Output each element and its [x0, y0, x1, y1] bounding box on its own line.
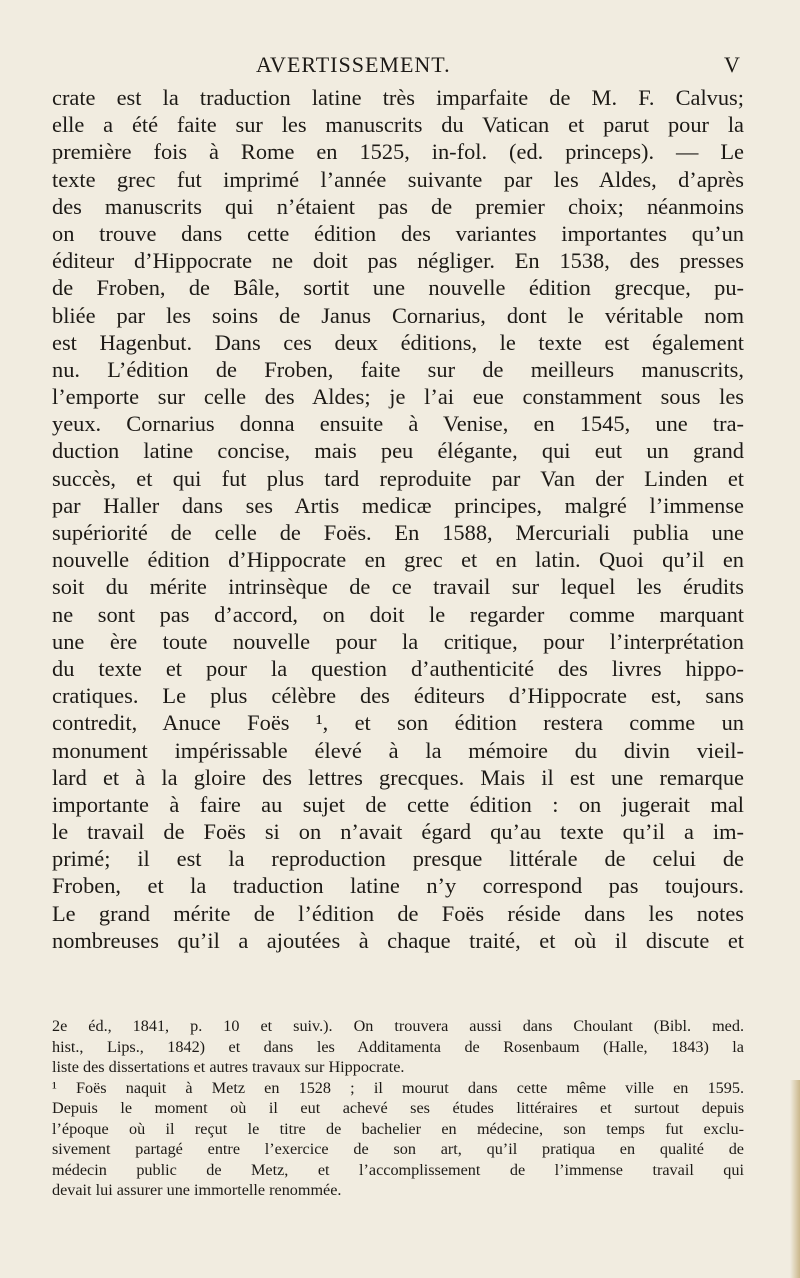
text-line: succès, et qui fut plus tard reproduite par Van der Linden et: [52, 465, 744, 491]
text-line: l’emporte sur celle des Aldes; je l’ai eue constamment sous les: [52, 384, 744, 410]
footnote-line: liste des dissertations et autres travaux sur Hippocrate.: [52, 1058, 405, 1076]
page-edge-stain: [790, 1080, 800, 1278]
footnote-line: ¹ Foës naquit à Metz en 1528 ; il mourut dans cette même ville en 1595.: [52, 1078, 744, 1097]
text-line: supériorité de celle de Foës. En 1588, Mercuriali publia une: [52, 520, 744, 545]
footnote-line: devait lui assurer une immortelle renommée.: [52, 1181, 342, 1199]
text-line: est Hagenbut. Dans ces deux éditions, le texte est également: [52, 329, 744, 355]
text-line: des manuscrits qui n’étaient pas de premier choix; néanmoins: [52, 193, 744, 219]
text-line: par Haller dans ses Artis medicæ principes, malgré l’immense: [52, 492, 744, 518]
footnotes-block: [52, 1016, 744, 1201]
text-line: ne sont pas d’accord, on doit le regarder comme marquant: [52, 601, 744, 627]
text-line: Froben, et la traduction latine n’y correspond pas toujours.: [52, 873, 744, 899]
text-line: on trouve dans cette édition des variantes importantes qu’un: [52, 220, 744, 246]
footnote-line: l’époque où il reçut le titre de bachelier en médecine, son temps fut exclu-: [52, 1119, 744, 1138]
footnote-line: médecin public de Metz, et l’accomplissement de l’immense travail qui: [52, 1160, 744, 1179]
text-line: importante à faire au sujet de cette édition : on jugerait mal: [52, 791, 744, 817]
text-line: texte grec fut imprimé l’année suivante par les Aldes, d’après: [52, 166, 744, 192]
page-header: [0, 52, 800, 82]
text-line: primé; il est la reproduction presque littérale de celui de: [52, 846, 744, 872]
footnote-line: sivement partagé entre l’exercice de son art, qu’il pratiqua en qualité de: [52, 1140, 744, 1158]
text-line: soit du mérite intrinsèque de ce travail sur lequel les érudits: [52, 574, 744, 600]
text-line: nombreuses qu’il a ajoutées à chaque traité, et où il discute et: [52, 927, 744, 953]
text-line: première fois à Rome en 1525, in-fol. (ed. princeps). — Le: [52, 139, 744, 165]
text-line: yeux. Cornarius donna ensuite à Venise, en 1545, une tra-: [52, 411, 744, 437]
text-line: le travail de Foës si on n’avait égard qu’au texte qu’il a im-: [52, 819, 744, 845]
text-line: monument impérissable élevé à la mémoire du divin vieil-: [52, 737, 744, 763]
footnote-line: Depuis le moment où il eut achevé ses études littéraires et surtout depuis: [52, 1099, 744, 1117]
running-title: AVERTISSEMENT.: [256, 52, 451, 77]
text-line: nu. L’édition de Froben, faite sur de meilleurs manuscrits,: [52, 356, 744, 382]
text-line: crate est la traduction latine très imparfaite de M. F. Calvus;: [52, 85, 744, 110]
text-line: cratiques. Le plus célèbre des éditeurs d’Hippocrate est, sans: [52, 683, 744, 709]
footnote-line: hist., Lips., 1842) et dans les Additamenta de Rosenbaum (Halle, 1843) la: [52, 1037, 744, 1056]
text-line: contredit, Anuce Foës ¹, et son édition restera comme un: [52, 710, 744, 736]
text-line: lard et à la gloire des lettres grecques. Mais il est une remarque: [52, 764, 744, 790]
text-line: nouvelle édition d’Hippocrate en grec et en latin. Quoi qu’il en: [52, 547, 744, 573]
footnote-line: 2e éd., 1841, p. 10 et suiv.). On trouvera aussi dans Choulant (Bibl. med.: [52, 1017, 744, 1035]
text-line: éditeur d’Hippocrate ne doit pas négliger. En 1538, des presses: [52, 248, 744, 274]
text-line: elle a été faite sur les manuscrits du Vatican et parut pour la: [52, 112, 744, 138]
text-line: une ère toute nouvelle pour la critique, pour l’interprétation: [52, 628, 744, 654]
text-line: bliée par les soins de Janus Cornarius, dont le véritable nom: [52, 302, 744, 328]
text-line: duction latine concise, mais peu élégante, qui eut un grand: [52, 438, 744, 464]
text-line: Le grand mérite de l’édition de Foës réside dans les notes: [52, 900, 744, 926]
text-line: du texte et pour la question d’authenticité des livres hippo-: [52, 655, 744, 681]
page-number: V: [724, 52, 740, 77]
main-text-block: [52, 84, 744, 954]
text-line: de Froben, de Bâle, sortit une nouvelle édition grecque, pu-: [52, 275, 744, 301]
